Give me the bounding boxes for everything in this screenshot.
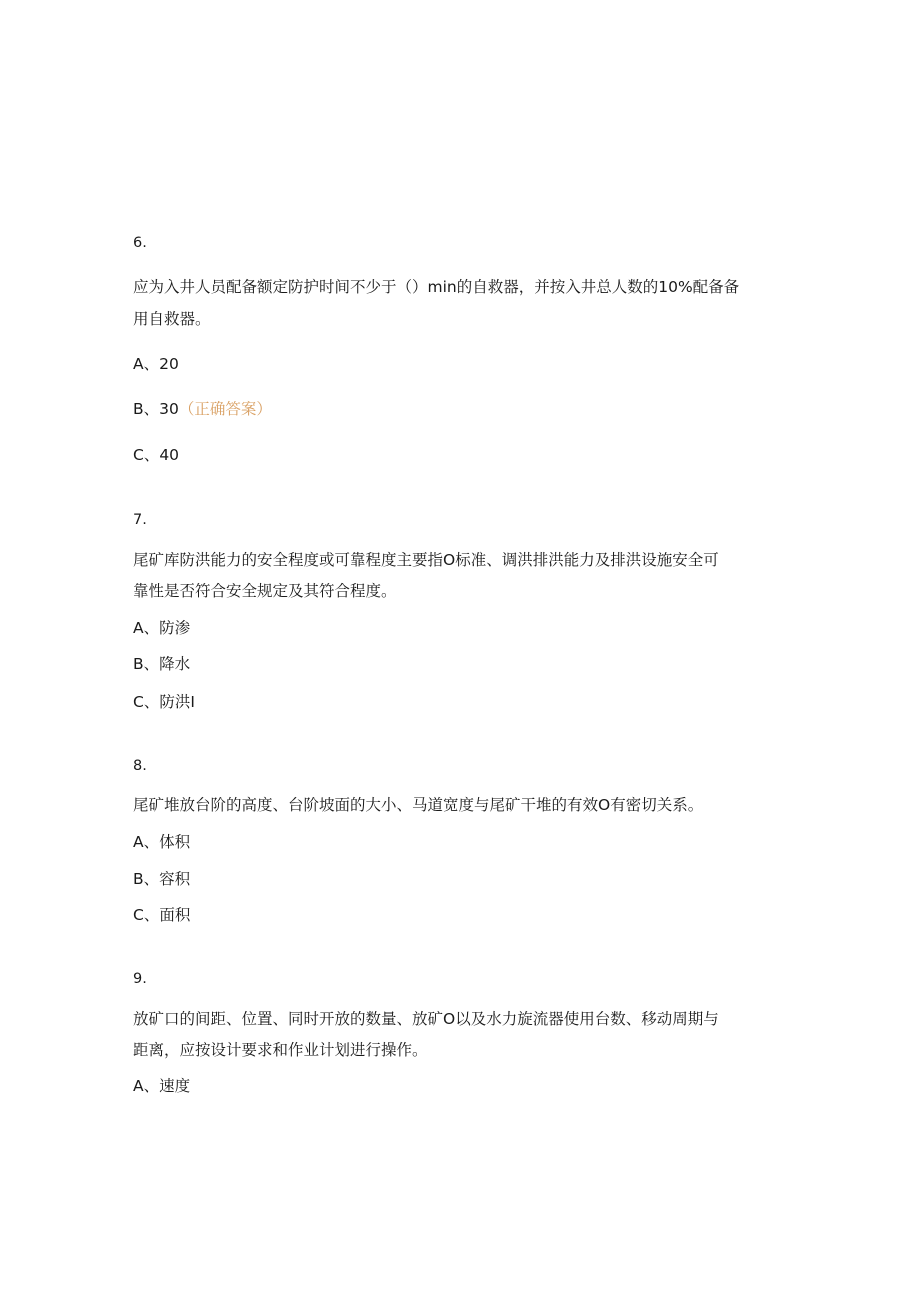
option-c: C、40: [133, 446, 180, 464]
question-number: 7.: [133, 512, 147, 528]
question-text-line: 距离，应按设计要求和作业计划进行操作。: [133, 1041, 428, 1059]
question-text-line: 靠性是否符合安全规定及其符合程度。: [133, 582, 397, 600]
question-text-line: 尾矿库防洪能力的安全程度或可靠程度主要指O标准、调洪排洪能力及排洪设施安全可: [133, 551, 719, 569]
question-number: 8.: [133, 758, 147, 774]
question-text-line: 应为入井人员配备额定防护时间不少于（）min的自救器，并按入井总人数的10%配备备: [133, 278, 740, 296]
option-b: [133, 399, 272, 419]
option-a: A、防渗: [133, 619, 191, 637]
option-a: A、速度: [133, 1077, 191, 1095]
question-number: 6.: [133, 235, 147, 251]
option-b: B、容积: [133, 870, 191, 888]
question-text-line: 用自救器。: [133, 310, 211, 328]
question-number: 9.: [133, 971, 147, 987]
option-c: C、面积: [133, 906, 191, 924]
option-label: B、30: [133, 400, 179, 418]
question-text-line: 放矿口的间距、位置、同时开放的数量、放矿O以及水力旋流器使用台数、移动周期与: [133, 1010, 719, 1028]
option-c: C、防洪I: [133, 693, 195, 711]
correct-answer-mark: （正确答案）: [178, 400, 272, 418]
question-text-line: 尾矿堆放台阶的高度、台阶坡面的大小、马道宽度与尾矿干堆的有效O有密切关系。: [133, 796, 704, 814]
option-b: B、降水: [133, 655, 191, 673]
option-a: A、20: [133, 355, 179, 373]
option-a: A、体积: [133, 833, 191, 851]
